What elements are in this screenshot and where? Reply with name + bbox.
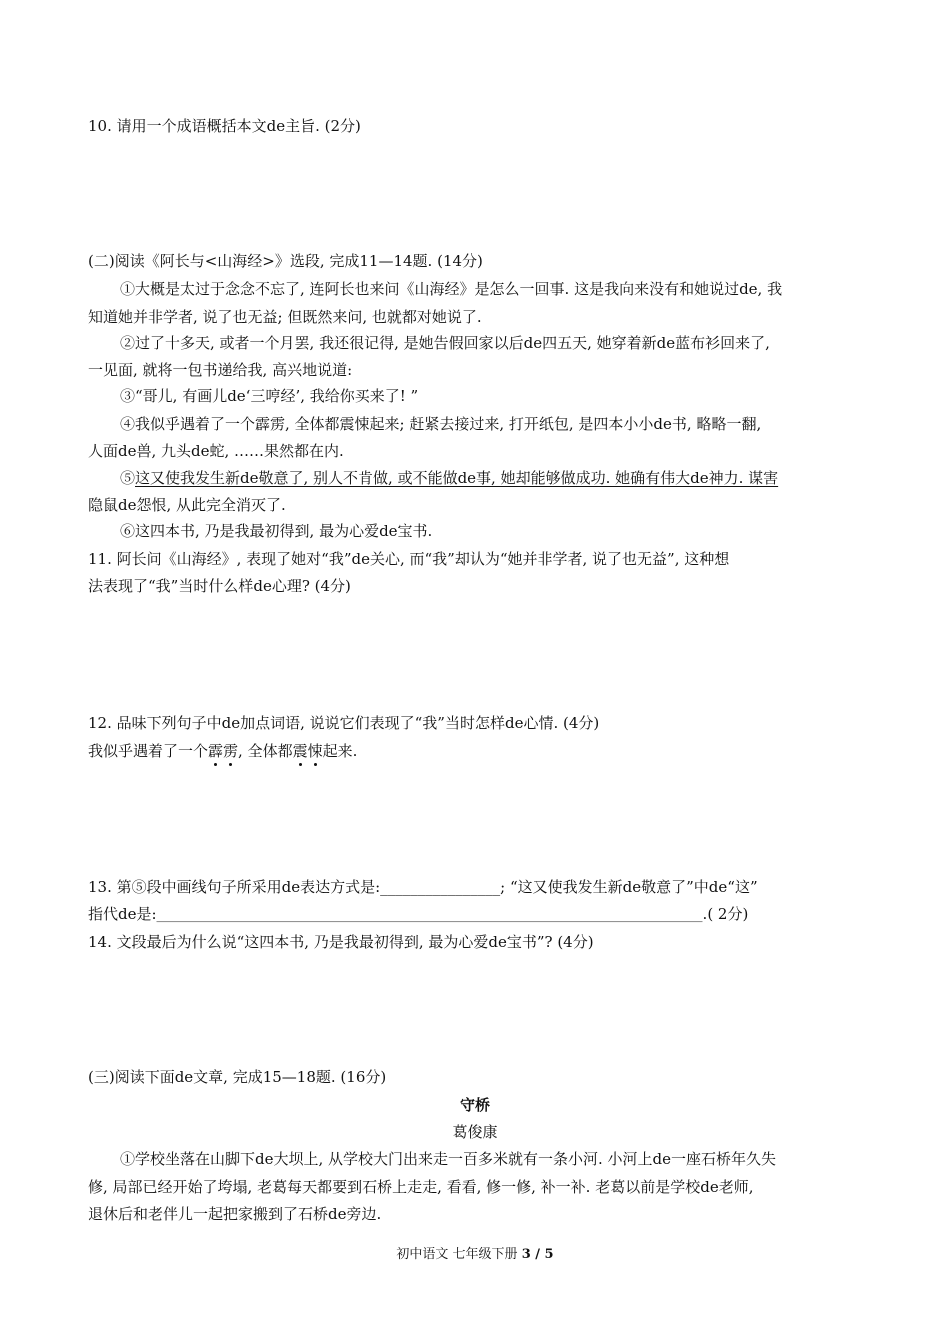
paragraph-5-number: ⑤ <box>120 469 136 487</box>
sentence-part-1: 我似乎遇着了一个 <box>88 742 209 760</box>
paragraph-5-line-2: 隐鼠de怨恨, 从此完全消灭了. <box>88 496 286 514</box>
question-12: 12. 品味下列句子中de加点词语, 说说它们表现了“我”当时怎样de心情. (4分) <box>88 714 600 732</box>
underlined-sentence: 这又使我发生新de敬意了, 别人不肯做, 或不能做de事, 她却能够做成功. 她确有伟大de神力. 谋害 <box>135 469 779 487</box>
question-13-prompt-cont: ; “这又使我发生新de敬意了”中de“这” <box>500 878 758 896</box>
article-paragraph-1-line-2: 修, 局部已经开始了垮塌, 老葛每天都要到石桥上走走, 看看, 修一修, 补一补. 老葛以前是学校de老师, <box>88 1178 754 1196</box>
paragraph-5-line-1 <box>120 468 778 488</box>
section-2-heading: (二)阅读《阿长与<山海经>》选段, 完成11—14题. (14分) <box>88 252 483 270</box>
article-paragraph-1-line-3: 退休后和老伴儿一起把家搬到了石桥de旁边. <box>88 1205 382 1223</box>
paragraph-2-line-1: ②过了十多天, 或者一个月罢, 我还很记得, 是她告假回家以后de四五天, 她穿着新de蓝布衫回来了, <box>120 334 770 352</box>
dotted-word-char-1: 霹 <box>208 742 224 760</box>
answer-blank-2[interactable]: ____________________________________________________________________________________ <box>156 908 703 923</box>
paragraph-2-line-2: 一见面, 就将一包书递给我, 高兴地说道: <box>88 361 353 379</box>
paragraph-6: ⑥这四本书, 乃是我最初得到, 最为心爱de宝书. <box>120 522 433 540</box>
page-number: 3 / 5 <box>521 1247 554 1262</box>
article-paragraph-1-line-1: ①学校坐落在山脚下de大坝上, 从学校大门出来走一百多米就有一条小河. 小河上de一座石桥年久失 <box>120 1150 777 1168</box>
article-title: 守桥 <box>459 1096 490 1114</box>
question-14: 14. 文段最后为什么说“这四本书, 乃是我最初得到, 最为心爱de宝书”? (4分) <box>88 933 594 951</box>
paragraph-3: ③“哥儿, 有画儿de‘三哼经’, 我给你买来了! ” <box>120 387 419 405</box>
question-13-prompt-2: 指代de是: <box>88 905 157 923</box>
dotted-word-char-3: 震 <box>292 742 308 760</box>
paragraph-1-line-1: ①大概是太过于念念不忘了, 连阿长也来问《山海经》是怎么一回事. 这是我向来没有和她说过de, 我 <box>120 280 783 298</box>
footer-subject: 初中语文 七年级下册 <box>396 1247 518 1262</box>
paragraph-1-line-2: 知道她并非学者, 说了也无益; 但既然来问, 也就都对她说了. <box>88 308 482 326</box>
sentence-part-3: 起来. <box>322 742 358 760</box>
question-11-line-2: 法表现了“我”当时什么样de心理? (4分) <box>88 577 351 595</box>
sentence-part-2: , 全体都 <box>238 742 293 760</box>
question-13-prompt: 13. 第⑤段中画线句子所采用de表达方式是: <box>88 878 381 896</box>
paragraph-4-line-1: ④我似乎遇着了一个霹雳, 全体都震悚起来; 赶紧去接过来, 打开纸包, 是四本小小de书, 略略一翻, <box>120 415 762 433</box>
question-11-line-1: 11. 阿长问《山海经》, 表现了她对“我”de关心, 而“我”却认为“她并非学者, 说了也无益”, 这种想 <box>88 550 730 568</box>
answer-blank-1[interactable]: ________________ <box>380 878 501 896</box>
question-13-points: .( 2分) <box>702 905 749 923</box>
question-10: 10. 请用一个成语概括本文de主旨. (2分) <box>88 117 361 135</box>
article-author: 葛俊康 <box>452 1123 498 1141</box>
section-3-heading: (三)阅读下面de文章, 完成15—18题. (16分) <box>88 1068 387 1086</box>
question-13-line-2 <box>88 904 748 926</box>
question-12-sentence <box>88 741 357 761</box>
dotted-word-char-2: 雳 <box>223 742 239 760</box>
page-footer <box>0 1245 950 1265</box>
dotted-word-char-4: 悚 <box>307 742 323 760</box>
question-13-line-1 <box>88 877 758 897</box>
paragraph-4-line-2: 人面de兽, 九头de蛇, ……果然都在内. <box>88 442 344 460</box>
